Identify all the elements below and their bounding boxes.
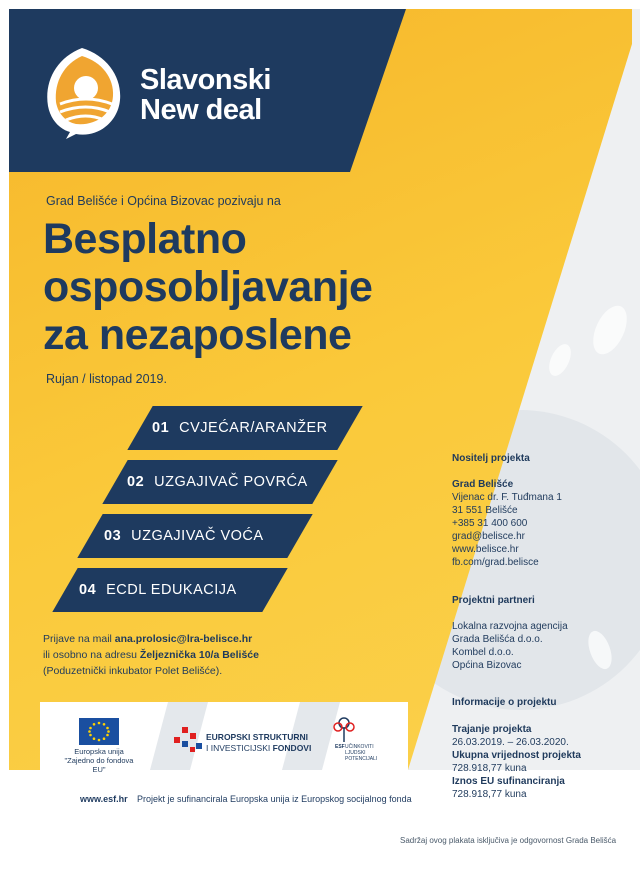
partners-heading: Projektni partneri xyxy=(452,595,535,606)
apply-mail-prefix: Prijave na mail xyxy=(43,633,115,645)
course-03 xyxy=(104,514,264,558)
holder-name: Grad Belišće xyxy=(452,479,514,490)
esf-website-link[interactable]: www.esf.hr xyxy=(80,794,128,804)
event-date: Rujan / listopad 2019. xyxy=(46,372,167,386)
duration-value: 26.03.2019. – 26.03.2020. xyxy=(452,737,569,748)
partner-line: Grada Belišća d.o.o. xyxy=(452,634,543,645)
partner-line: Kombel d.o.o. xyxy=(452,647,514,658)
course-label: UZGAJIVAČ POVRĆA xyxy=(154,474,308,490)
holder-phone: +385 31 400 600 xyxy=(452,518,528,529)
brand-name-line1: Slavonski xyxy=(140,64,271,96)
holder-website-link[interactable]: www.belisce.hr xyxy=(452,544,519,555)
holder-email-link[interactable]: grad@belisce.hr xyxy=(452,531,525,542)
eu-cofinancing-value: 728.918,77 kuna xyxy=(452,789,527,800)
course-number: 02 xyxy=(127,474,145,490)
left-white-margin xyxy=(0,0,9,893)
partner-line: Općina Bizovac xyxy=(452,660,522,671)
apply-email-link[interactable]: ana.prolosic@lra-belisce.hr xyxy=(114,633,253,645)
sun-leaf-logo-icon xyxy=(42,44,126,140)
total-value-label: Ukupna vrijednost projekta xyxy=(452,750,581,761)
ulj-logo-text xyxy=(345,744,377,762)
cofinancing-note: Projekt je sufinancirala Europska unija iz Europskog socijalnog fonda xyxy=(137,794,412,804)
course-04 xyxy=(79,568,237,612)
esf-vertical-letters: ESF xyxy=(335,744,345,750)
apply-line1 xyxy=(43,631,252,647)
apply-address-prefix: ili osobno na adresu xyxy=(43,649,140,661)
eu-cofinancing-label: Iznos EU sufinanciranja xyxy=(452,776,565,787)
course-02 xyxy=(127,460,308,504)
ulj-line2: LJUDSKI xyxy=(345,750,366,756)
holder-postcode: 31 551 Belišće xyxy=(452,505,518,516)
duration-label: Trajanje projekta xyxy=(452,724,532,735)
top-white-margin xyxy=(0,0,640,9)
eu-caption xyxy=(58,747,140,774)
holder-facebook-link[interactable]: fb.com/grad.belisce xyxy=(452,557,539,568)
title-line2: osposobljavanje xyxy=(43,263,373,311)
apply-address: Željeznička 10/a Belišće xyxy=(139,649,259,661)
course-label: CVJEĆAR/ARANŽER xyxy=(179,420,328,436)
brand-name-line2: New deal xyxy=(140,94,262,126)
title-line3: za nezaposlene xyxy=(43,311,352,359)
holder-heading: Nositelj projekta xyxy=(452,453,530,464)
disclaimer: Sadržaj ovog plakata isključiva je odgovornost Grada Belišća xyxy=(400,836,617,845)
course-01 xyxy=(152,406,328,450)
intro-text: Grad Belišće i Općina Bizovac pozivaju na xyxy=(46,194,281,208)
eu-flag-icon xyxy=(79,718,119,745)
course-label: UZGAJIVAČ VOĆA xyxy=(131,528,264,544)
course-number: 03 xyxy=(104,528,122,544)
title-line1: Besplatno xyxy=(43,215,247,263)
total-value: 728.918,77 kuna xyxy=(452,763,527,774)
eu-caption-line1: Europska unija xyxy=(74,747,124,756)
apply-line3: (Poduzetnički inkubator Polet Belišće). xyxy=(43,665,223,677)
ucinkoviti-ljudski-potencijali-flower-icon xyxy=(330,714,358,744)
course-label: ECDL EDUKACIJA xyxy=(106,582,237,598)
esf-line2-bold: FONDOVI xyxy=(272,743,312,753)
course-number: 01 xyxy=(152,420,170,436)
ulj-line1: UČINKOVITI xyxy=(345,744,374,750)
holder-address: Vijenac dr. F. Tuđmana 1 xyxy=(452,492,562,503)
esf-line1: EUROPSKI STRUKTURNI xyxy=(206,732,309,742)
course-number: 04 xyxy=(79,582,97,598)
info-heading: Informacije o projektu xyxy=(452,697,557,708)
ulj-line3: POTENCIJALI xyxy=(345,756,378,762)
apply-line2 xyxy=(43,647,259,663)
croatian-checkered-icon xyxy=(172,727,204,753)
esf-line2-prefix: I INVESTICIJSKI xyxy=(206,743,273,753)
eu-caption-line2: "Zajedno do fondova EU" xyxy=(64,756,134,774)
partner-line: Lokalna razvojna agencija xyxy=(452,621,568,632)
esf-funds-logo-text xyxy=(206,732,311,754)
